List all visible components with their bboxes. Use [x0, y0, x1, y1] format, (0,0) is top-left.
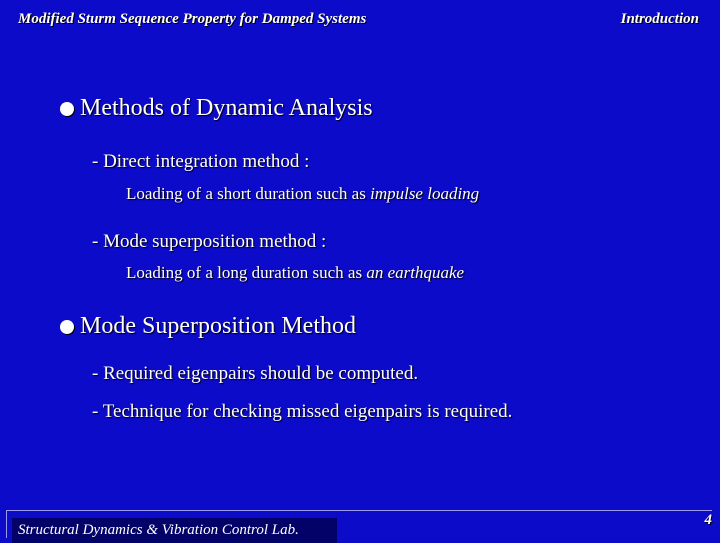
detail-emphasis: an earthquake — [366, 263, 465, 282]
list-item: - Mode superposition method : — [92, 231, 327, 252]
list-item: - Direct integration method : — [92, 151, 310, 172]
footer — [0, 508, 720, 540]
header-title: Modified Sturm Sequence Property for Damped Systems — [18, 11, 367, 27]
list-item-detail — [126, 184, 479, 204]
section-heading-text: Methods of Dynamic Analysis — [80, 95, 373, 121]
detail-emphasis: impulse loading — [370, 184, 480, 203]
detail-text: Loading of a short duration such as — [126, 184, 371, 203]
detail-text: Loading of a long duration such as — [126, 263, 367, 282]
section-heading-mode-superposition — [60, 313, 356, 340]
list-item: - Technique for checking missed eigenpairs is required. — [92, 401, 513, 422]
bullet-icon — [60, 102, 74, 116]
list-item: - Required eigenpairs should be computed. — [92, 363, 419, 384]
bullet-icon — [60, 320, 74, 334]
section-heading-methods — [60, 95, 373, 122]
footer-lab-name: Structural Dynamics & Vibration Control Lab. — [12, 518, 337, 543]
section-title: Introduction — [620, 11, 699, 27]
list-item-detail — [126, 263, 464, 283]
page-number: 4 — [704, 512, 712, 528]
section-heading-text: Mode Superposition Method — [80, 313, 356, 339]
